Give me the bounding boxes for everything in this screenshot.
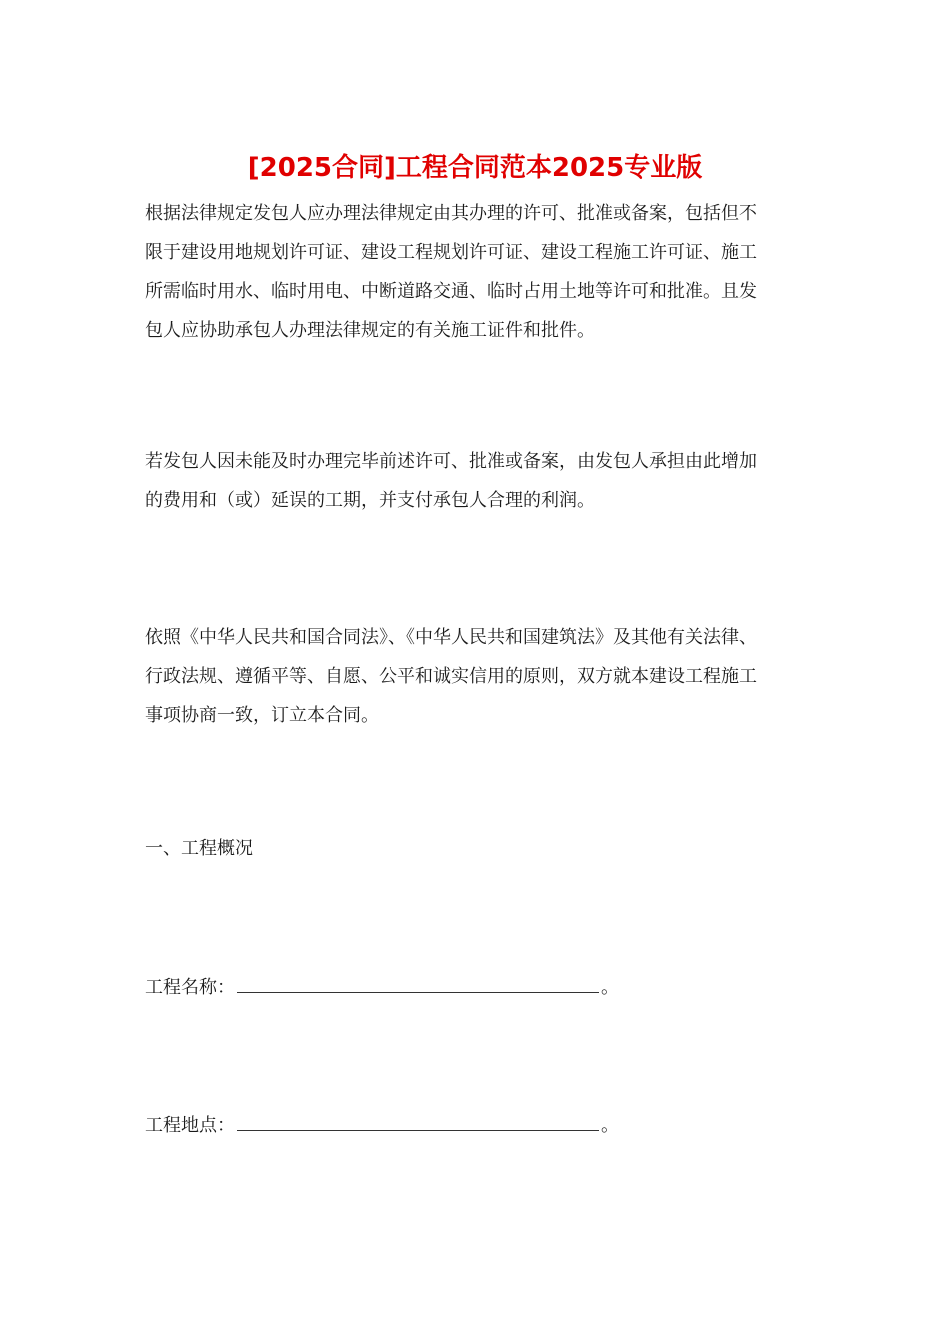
paragraph-delay-liability: [145, 442, 815, 520]
paragraph-line: 所需临时用水、临时用电、中断道路交通、临时占用土地等许可和批准。且发: [145, 281, 757, 302]
section-heading: 一、工程概况: [145, 838, 253, 859]
project-location-blank[interactable]: [237, 1112, 599, 1131]
paragraph-line: 包人应协助承包人办理法律规定的有关施工证件和批件。: [145, 320, 595, 341]
project-location-label: 工程地点：: [145, 1115, 235, 1136]
paragraph-legal-basis: [145, 618, 815, 735]
paragraph-permits: [145, 194, 815, 350]
paragraph-line: 行政法规、遵循平等、自愿、公平和诚实信用的原则，双方就本建设工程施工: [145, 666, 757, 687]
paragraph-line: 根据法律规定发包人应办理法律规定由其办理的许可、批准或备案，包括但不: [145, 203, 757, 224]
paragraph-line: 事项协商一致，订立本合同。: [145, 705, 379, 726]
paragraph-line: 限于建设用地规划许可证、建设工程规划许可证、建设工程施工许可证、施工: [145, 242, 757, 263]
project-name-label: 工程名称：: [145, 977, 235, 998]
field-end-mark: 。: [601, 1115, 619, 1136]
paragraph-line: 若发包人因未能及时办理完毕前述许可、批准或备案，由发包人承担由此增加: [145, 451, 757, 472]
project-location-field: [145, 1112, 619, 1139]
project-name-blank[interactable]: [237, 974, 599, 993]
document-title: [2025合同]工程合同范本2025专业版: [247, 153, 703, 183]
paragraph-line: 依照《中华人民共和国合同法》、《中华人民共和国建筑法》及其他有关法律、: [145, 627, 757, 648]
project-name-field: [145, 974, 619, 1001]
field-end-mark: 。: [601, 977, 619, 998]
paragraph-line: 的费用和（或）延误的工期，并支付承包人合理的利润。: [145, 490, 595, 511]
